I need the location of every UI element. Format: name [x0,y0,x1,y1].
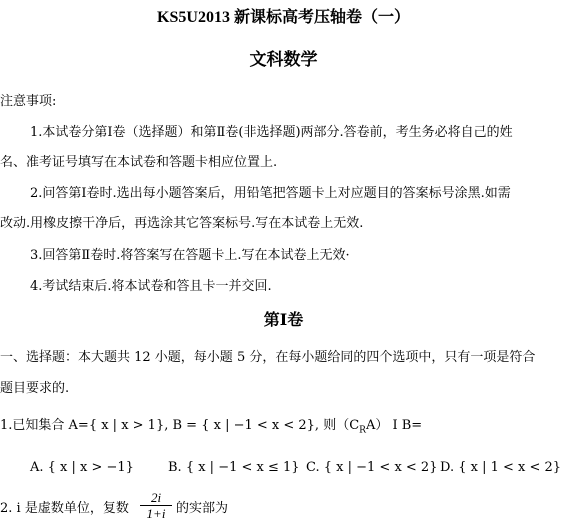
note-item-2-line-1: 2.问答第Ⅰ卷时.选出每小题答案后，用铅笔把答题卡上对应题目的答案标号涂黑.如需 [30,186,511,201]
question-1-stem-subscript: R [359,425,366,436]
question-1-option-a: A. { x | x > −1} [30,460,134,475]
section-title: 第Ⅰ卷 [263,310,304,329]
question-1-stem [0,418,422,439]
question-1-option-b: B. { x | −1 < x ≤ 1} [168,460,300,475]
question-2-fraction-denominator: 1+i [146,506,166,521]
section-intro-line-2: 题目要求的. [0,381,70,396]
note-item-1-line-2: 名、准考证号填写在本试卷和答题卡相应位置上. [0,155,278,170]
note-item-3: 3.回答第Ⅱ卷时.将答案写在答题卡上.写在本试卷上无效· [30,248,350,263]
question-2-stem-suffix: 的实部为 [176,501,229,516]
question-1-stem-end: A） I B= [365,418,423,433]
exam-title: KS5U2013 新课标高考压轴卷（一） [157,9,410,26]
question-1-stem-main: 1.已知集合 A={ x | x > 1}, B = { x | −1 < x < 2}, 则（C [0,418,360,433]
note-item-2-line-2: 改动.用橡皮擦干净后，再选涂其它答案标号.写在本试卷上无效. [0,216,364,231]
question-2-fraction [140,490,172,521]
question-1-option-c: C. { x | −1 < x < 2} [306,460,438,475]
question-1-option-d: D. { x | 1 < x < 2} [440,460,562,475]
exam-subject: 文科数学 [249,50,318,70]
question-2-fraction-numerator: 2i [140,490,172,506]
notes-heading: 注意事项: [0,94,57,109]
question-2-stem-prefix: 2. i 是虚数单位，复数 [0,501,129,516]
note-item-4: 4.考试结束后.将本试卷和答且卡一并交回. [30,279,272,294]
note-item-1-line-1: 1.本试卷分第Ⅰ卷（选择题）和第Ⅱ卷(非选择题)两部分.答卷前，考生务必将自己的姓 [30,125,513,140]
section-intro-line-1: 一、选择题：本大题共 12 小题，每小题 5 分，在每小题给同的四个选项中，只有一项是符合 [0,350,536,365]
